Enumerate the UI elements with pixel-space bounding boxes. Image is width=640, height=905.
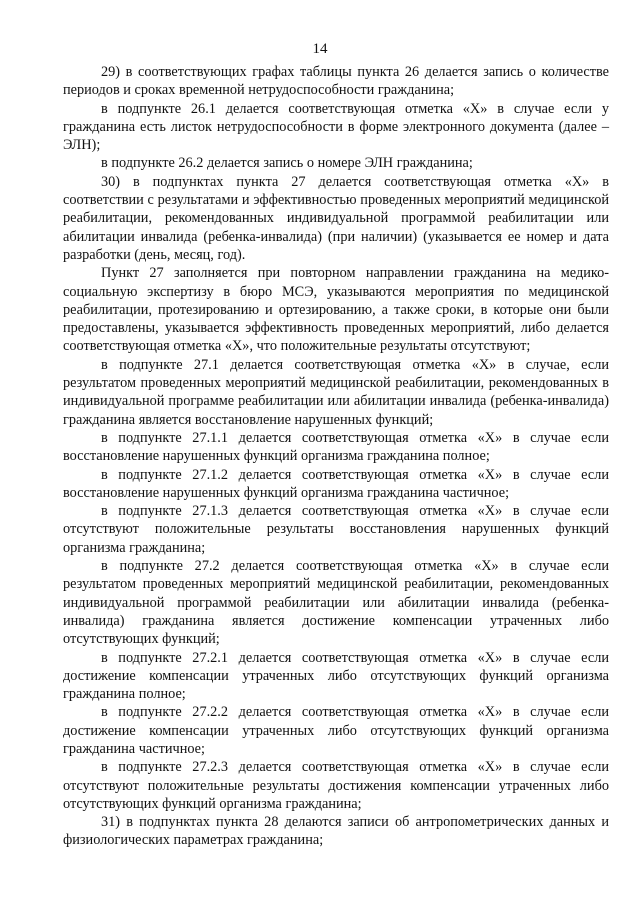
page-number: 14 xyxy=(312,41,328,57)
paragraph-27-intro: Пункт 27 заполняется при повторном направлении гражданина на медико-социальную экспертизу в бюро МСЭ, указываются мероприятия по медицинской реабилитации, протезированию и ортезированию, а также сроки, в которые они были предоставлены, указывается эффективность проведенных мероприятий, либо делается соответствующая отметка «Х», что положительные результаты отсутствуют; xyxy=(63,265,609,355)
paragraph-27-1-2: в подпункте 27.1.2 делается соответствующая отметка «Х» в случае если восстановление нарушенных функций организма гражданина частичное; xyxy=(63,466,609,501)
paragraph-27-2-2: в подпункте 27.2.2 делается соответствующая отметка «Х» в случае если достижение компенсации утраченных либо отсутствующих функций организма гражданина частичное; xyxy=(63,704,609,757)
paragraph-27-1-3: в подпункте 27.1.3 делается соответствующая отметка «Х» в случае если отсутствуют положительные результаты восстановления нарушенных функций организма гражданина; xyxy=(63,503,609,556)
paragraph-26-1: в подпункте 26.1 делается соответствующая отметка «Х» в случае если у гражданина есть листок нетрудоспособности в форме электронного документа (далее – ЭЛН); xyxy=(63,100,609,154)
paragraph-30: 30) в подпунктах пункта 27 делается соответствующая отметка «Х» в соответствии с результатами и эффективностью проведенных мероприятий медицинской реабилитации, рекомендованных индивидуальной программой реабилитации или абилитации инвалида (ребенка-инвалида) (при наличии) (указывается ее номер и дата разработки (день, месяц, год). xyxy=(63,173,609,263)
paragraph-27-1-1: в подпункте 27.1.1 делается соответствующая отметка «Х» в случае если восстановление нарушенных функций организма гражданина полное; xyxy=(63,429,609,465)
paragraph-27-2: в подпункте 27.2 делается соответствующая отметка «Х» в случае если результатом проведенных мероприятий медицинской реабилитации, рекомендованных индивидуальной программой реабилитации или абилитации инвалида (ребенка-инвалида) гражданина является достижение компенсации утраченных либо отсутствующих функций; xyxy=(63,558,609,648)
paragraph-27-2-1: в подпункте 27.2.1 делается соответствующая отметка «Х» в случае если достижение компенсации утраченных либо отсутствующих функций организма гражданина полное; xyxy=(63,649,609,703)
paragraph-29: 29) в соответствующих графах таблицы пункта 26 делается запись о количестве периодов и сроках временной нетрудоспособности гражданина; xyxy=(63,64,609,99)
paragraph-26-2: в подпункте 26.2 делается запись о номере ЭЛН гражданина; xyxy=(101,155,473,172)
paragraph-27-2-3: в подпункте 27.2.3 делается соответствующая отметка «Х» в случае если отсутствуют положительные результаты достижения компенсации утраченных либо отсутствующих функций организма гражданина; xyxy=(63,759,609,812)
paragraph-31: 31) в подпунктах пункта 28 делаются записи об антропометрических данных и физиологических параметрах гражданина; xyxy=(63,814,609,849)
paragraph-27-1: в подпункте 27.1 делается соответствующая отметка «Х» в случае, если результатом проведенных мероприятий медицинской реабилитации, рекомендованных в индивидуальной программе реабилитации или абилитации инвалида (ребенка-инвалида) гражданина является восстановление нарушенных функций; xyxy=(63,356,609,428)
document-body xyxy=(63,63,609,850)
